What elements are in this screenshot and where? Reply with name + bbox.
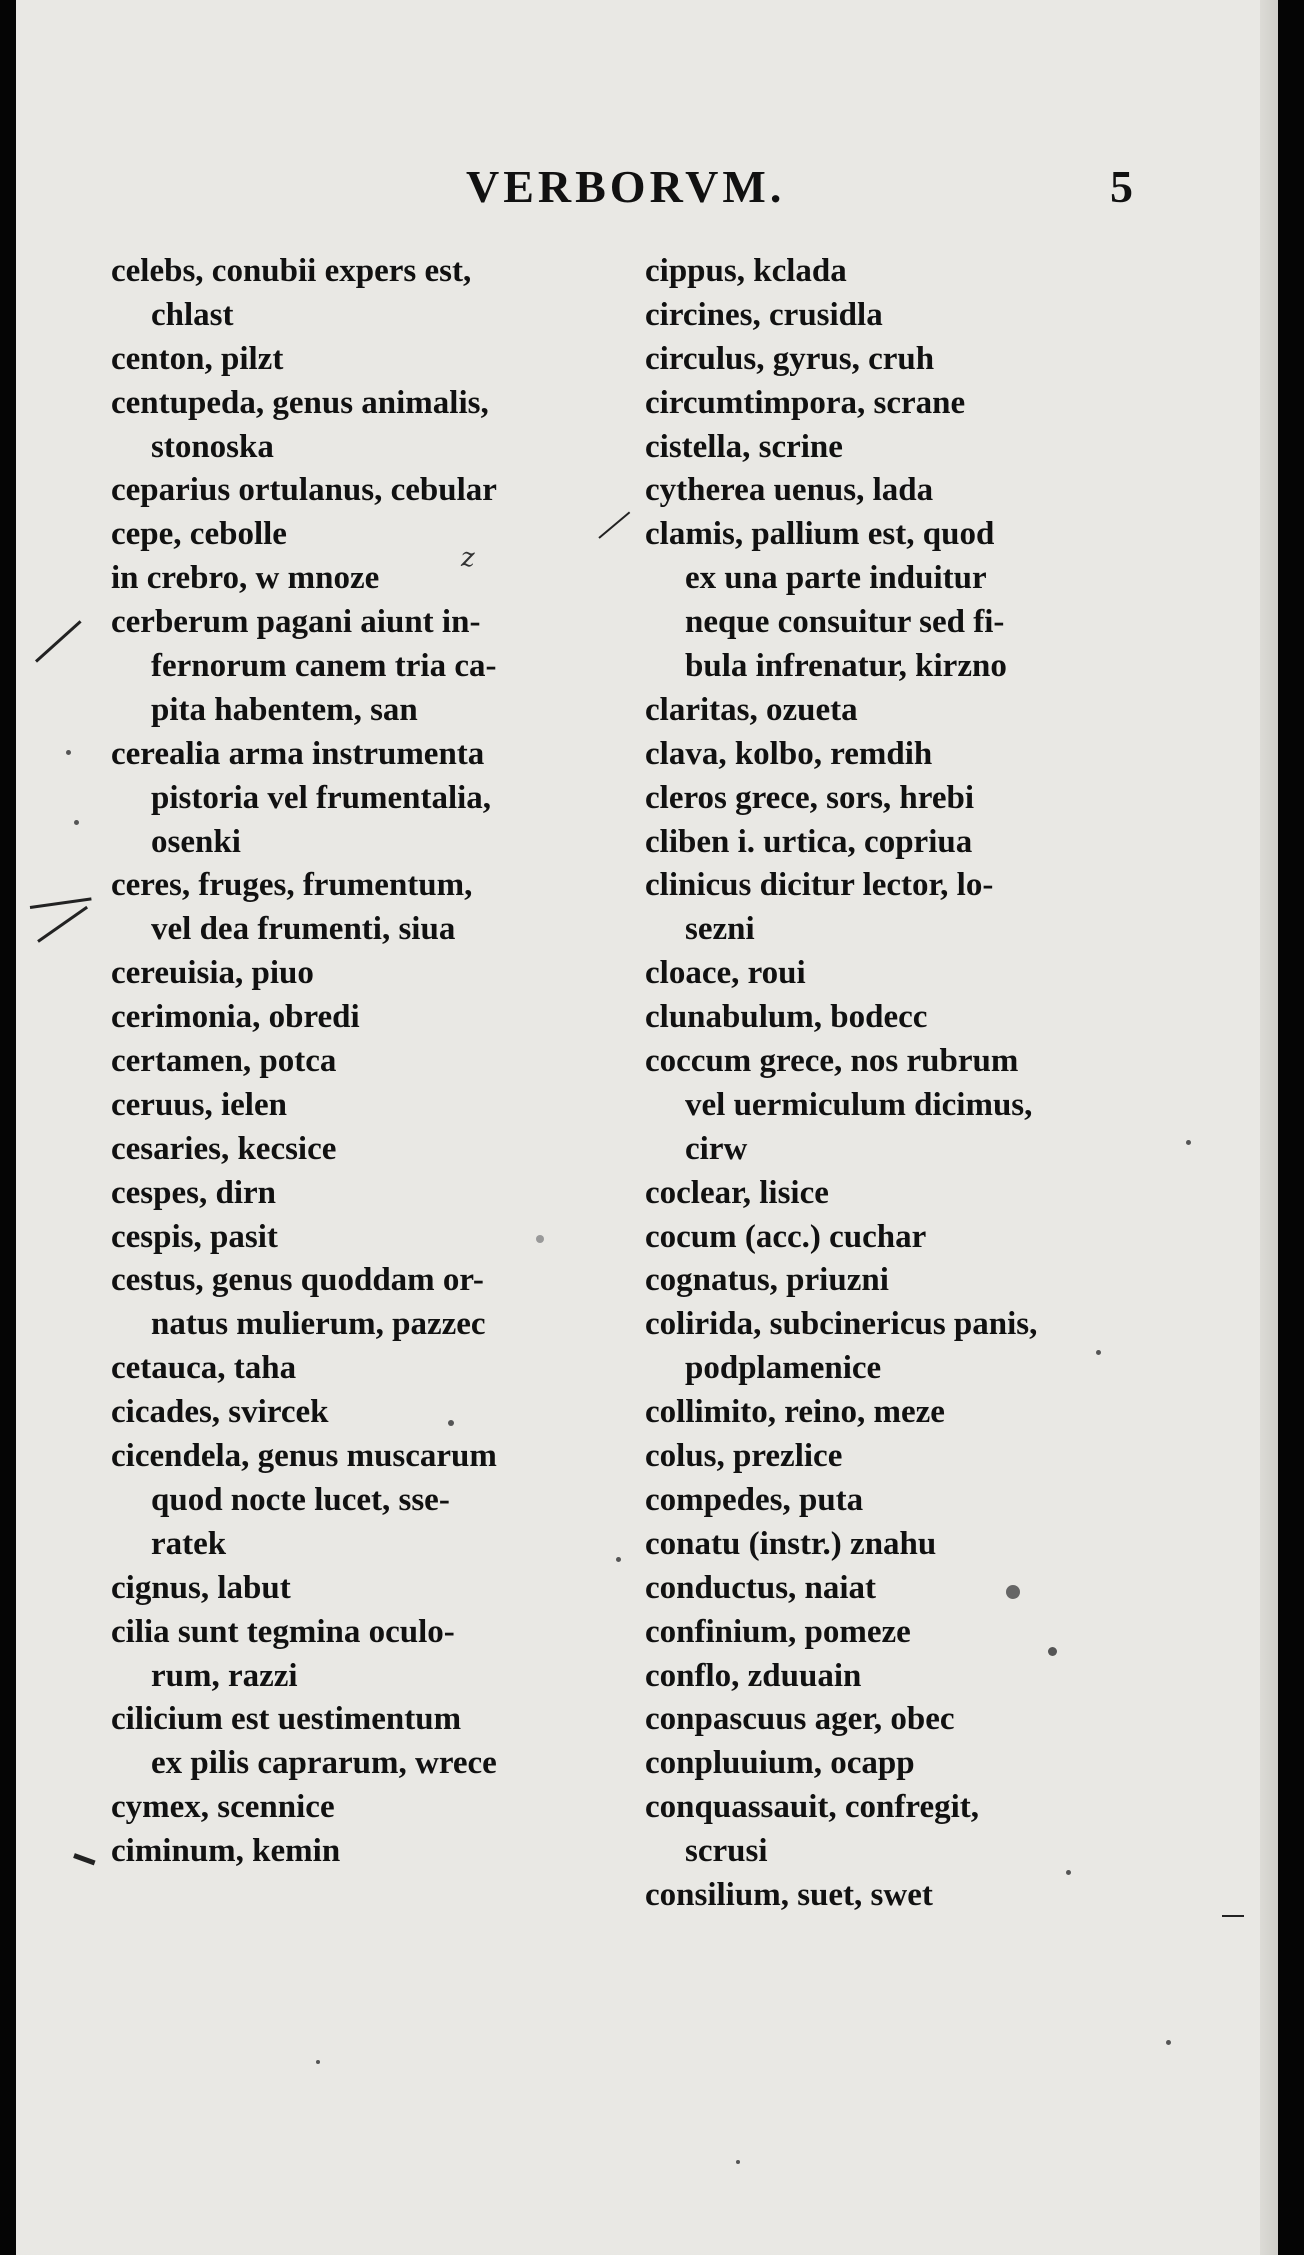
right-column-entry-line: vel uermiculum dicimus, (685, 1086, 1033, 1123)
right-column-entry-line: cippus, kclada (645, 253, 847, 289)
right-column-entry-line: conpascuus ager, obec (645, 1701, 955, 1738)
left-column-entry-line: cilicium est uestimentum (111, 1701, 462, 1738)
right-column-entry-line: ex una parte induitur (685, 560, 987, 597)
left-column (111, 250, 631, 1874)
left-column-entry-line: cerimonia, obredi (111, 999, 360, 1036)
ink-speck (316, 2060, 320, 2064)
left-column-entry-line: osenki (151, 823, 241, 860)
running-head: VERBORVM. (466, 161, 786, 212)
left-column-entry-line: chlast (151, 296, 234, 333)
ink-speck (1006, 1585, 1020, 1599)
left-column-entry-line: cesaries, kecsice (111, 1130, 337, 1167)
right-column-entry-line: cognatus, priuzni (645, 1262, 889, 1299)
left-column-entry-line: ceres, fruges, frumentum, (111, 867, 473, 904)
left-column-entry-line: cespes, dirn (111, 1174, 276, 1211)
left-column-entry-line: ceparius ortulanus, cebular (111, 472, 497, 509)
left-column-entry-line: cetauca, taha (111, 1350, 297, 1387)
right-column-entry-line: cleros grece, sors, hrebi (645, 779, 975, 816)
left-column-entry-line: quod nocte lucet, sse- (151, 1481, 450, 1518)
left-column-entry-line: cignus, labut (111, 1569, 291, 1606)
right-column-entry-line: claritas, ozueta (645, 691, 858, 728)
right-column-entry-line: conductus, naiat (645, 1569, 877, 1606)
left-column-entry-line: centon, pilzt (111, 340, 284, 377)
right-column-entry-line: collimito, reino, meze (645, 1394, 945, 1431)
left-column-entry-line: ceruus, ielen (111, 1086, 287, 1123)
right-column-entry-line: conpluuium, ocapp (645, 1745, 915, 1782)
left-column-entry-line: ex pilis caprarum, wrece (151, 1745, 497, 1782)
right-column-entry-line: conquassauit, confregit, (645, 1789, 979, 1826)
right-column (645, 250, 1225, 1918)
left-column-entry-line: cereuisia, piuo (111, 955, 314, 992)
right-column-entry-line: coclear, lisice (645, 1174, 829, 1211)
ink-speck (1166, 2040, 1171, 2045)
right-column-entry-line: clinicus dicitur lector, lo- (645, 867, 994, 904)
left-column-entry-line: rum, razzi (151, 1657, 298, 1694)
right-column-entry-line: cytherea uenus, lada (645, 472, 934, 509)
ink-speck (736, 2160, 740, 2164)
left-column-entry-line: fernorum canem tria ca- (151, 648, 497, 685)
left-column-entry-line: ciminum, kemin (111, 1833, 341, 1870)
left-column-entry-line: cespis, pasit (111, 1218, 278, 1255)
handwritten-superscript-mark: z (461, 543, 475, 573)
left-column-entry-line: natus mulierum, pazzec (151, 1306, 486, 1343)
right-column-entry-line: confinium, pomeze (645, 1613, 911, 1650)
ink-speck (74, 820, 79, 825)
ink-speck (1048, 1647, 1057, 1656)
right-column-entry-line: cloace, roui (645, 955, 806, 992)
left-column-entry-line: celebs, conubii expers est, (111, 253, 472, 289)
left-column-entry-line: cerealia arma instrumenta (111, 735, 485, 772)
right-column-entry-line: cliben i. urtica, copriua (645, 823, 973, 860)
right-column-entry-line: clava, kolbo, remdih (645, 735, 933, 772)
right-column-entry-line: bula infrenatur, kirzno (685, 648, 1007, 685)
right-column-entry-line: cirw (685, 1130, 748, 1167)
page-number: 5 (1110, 161, 1133, 212)
left-column-entry-line: ratek (151, 1525, 227, 1562)
margin-pen-stroke (37, 906, 88, 943)
right-column-entry-line: cistella, scrine (645, 428, 843, 465)
right-column-entry-line: conatu (instr.) znahu (645, 1525, 937, 1562)
left-column-entry-line: pita habentem, san (151, 691, 418, 728)
left-column-entry-line: in crebro, w mnoze (111, 560, 380, 597)
right-column-entry-line: coccum grece, nos rubrum (645, 1043, 1019, 1080)
right-column-entry-line: podplamenice (685, 1350, 882, 1387)
left-column-entry-line: cicades, svircek (111, 1394, 329, 1431)
left-column-entry-line: cerberum pagani aiunt in- (111, 604, 481, 641)
left-column-entry-line: vel dea frumenti, siua (151, 911, 456, 948)
ink-speck (616, 1557, 621, 1562)
left-column-entry-line: cestus, genus quoddam or- (111, 1262, 484, 1299)
left-column-entry-line: centupeda, genus animalis, (111, 384, 489, 421)
ink-speck (1066, 1870, 1071, 1875)
right-column-entry-line: colirida, subcinericus panis, (645, 1306, 1038, 1343)
margin-pen-stroke (35, 620, 82, 662)
left-column-entry-line: cicendela, genus muscarum (111, 1438, 497, 1475)
right-column-entry-line: circumtimpora, scrane (645, 384, 966, 421)
right-column-entry-line: scrusi (685, 1833, 768, 1870)
right-column-entry-line: colus, prezlice (645, 1438, 843, 1475)
right-column-entry-line: circulus, gyrus, cruh (645, 340, 935, 377)
right-column-entry-line: circines, crusidla (645, 296, 883, 333)
ink-speck (1186, 1140, 1191, 1145)
right-column-entry-line: compedes, puta (645, 1481, 864, 1518)
right-column-entry-line: sezni (685, 911, 755, 948)
page-edge (1260, 0, 1278, 2255)
right-column-entry-line: consilium, suet, swet (645, 1876, 933, 1913)
margin-pen-stroke (73, 1853, 95, 1865)
right-column-entry-line: clunabulum, bodecc (645, 999, 928, 1036)
margin-pen-stroke (1222, 1915, 1244, 1917)
left-column-entry-line: cymex, scennice (111, 1789, 335, 1826)
left-column-entry-line: stonoska (151, 428, 274, 465)
ink-speck (448, 1420, 454, 1426)
right-column-entry-line: clamis, pallium est, quod (645, 516, 995, 553)
right-column-entry-line: neque consuitur sed fi- (685, 604, 1005, 641)
left-column-entry-line: pistoria vel frumentalia, (151, 779, 492, 816)
left-column-entry-line: cepe, cebolle (111, 516, 287, 553)
right-column-entry-line: cocum (acc.) cuchar (645, 1218, 927, 1255)
left-column-entry-line: certamen, potca (111, 1043, 337, 1080)
ink-speck (536, 1235, 544, 1243)
left-column-entry-line: cilia sunt tegmina oculo- (111, 1613, 455, 1650)
ink-speck (66, 750, 71, 755)
book-page (16, 0, 1278, 2255)
right-column-entry-line: conflo, zduuain (645, 1657, 862, 1694)
ink-speck (1096, 1350, 1101, 1355)
